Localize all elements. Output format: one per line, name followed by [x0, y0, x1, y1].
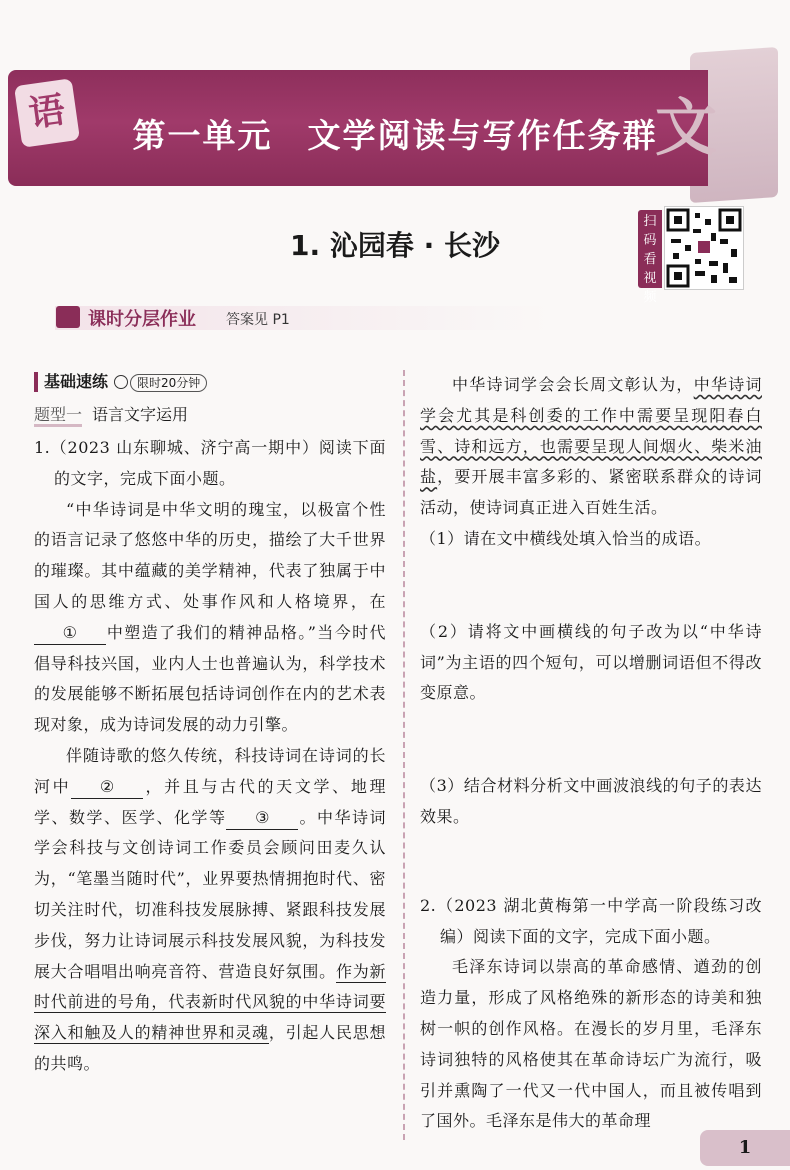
wavy-underlined-sentence: 中华诗词学会尤其是科创委的工作中需要呈现阳春白雪、诗和远方，也需要呈现人间烟火、柴米油盐: [420, 375, 762, 487]
passage-paragraph-2: 伴随诗歌的悠久传统，科技诗词在诗词的长河中 ② ，并且与古代的天文学、地理学、数学、医学、化学等 ③ 。中华诗词学会科技与文创诗词工作委员会顾问田麦久认为，“笔墨当随时代”，业界要热情拥抱时代、密切关注时代，切准科技发展脉搏、紧跟科技发展步伐，努力让诗词展示科技发展风貌，为科技发展大合唱唱出响亮音符、营造良好氛围。作为新时代前进的号角，代表新时代风貌的中华诗词要深入和触及人的精神世界和灵魂，引起人民思想的共鸣。: [34, 745, 386, 1073]
underlined-sentence: 作为新时代前进的号角，代表新时代风貌的中华诗词要深入和触及人的精神世界和灵魂: [34, 961, 386, 1043]
blank-2: ②: [71, 776, 143, 799]
sub-question-2: （2）请将文中画横线的句子改为以“中华诗词”为主语的四个短句，可以增删词语但不得改变原意。: [420, 621, 762, 703]
book-icon: [56, 306, 80, 328]
answer-space-3: [420, 833, 762, 891]
left-column: [34, 433, 386, 1080]
sub-question-3: （3）结合材料分析文中画波浪线的句子的表达效果。: [420, 776, 762, 826]
question-type-name: 语言文字运用: [92, 405, 189, 424]
lesson-title: 1. 沁园春 · 长沙: [289, 229, 500, 262]
question-1-intro: 1.（2023 山东聊城、济宁高一期中）阅读下面的文字，完成下面小题。: [34, 438, 386, 488]
time-limit-badge: 限时20分钟: [130, 374, 207, 392]
right-column: [420, 370, 762, 1137]
badge-wen: 文: [654, 91, 717, 164]
qr-code-icon[interactable]: [664, 206, 744, 290]
question-type: [34, 402, 188, 425]
answer-reference: 答案见 P1: [226, 312, 290, 328]
badge-yu: 语: [14, 78, 80, 147]
page-number: 1: [700, 1130, 790, 1166]
passage-paragraph-4: 毛泽东诗词以崇高的革命感情、遒劲的创造力量，形成了风格绝殊的新形态的诗美和独树一帜的创作风格。在漫长的岁月里，毛泽东诗词独特的风格使其在革命诗坛广为流行，吸引并熏陶了一代又一代中国人，而且被传唱到了国外。毛泽东是伟大的革命理: [420, 957, 762, 1131]
unit-title: 第一单元 文学阅读与写作任务群: [132, 116, 658, 155]
section-heading: [34, 372, 207, 392]
passage-paragraph-1: “中华诗词是中华文明的瑰宝，以极富个性的语言记录了悠悠中华的历史，描绘了大千世界的璀璨。其中蕴藏的美学精神，代表了独属于中国人的思维方式、处事作风和人格境界，在① 中塑造了我们的精神品格。”当今时代倡导科技兴国，业内人士也普遍认为，科学技术的发展能够不断拓展包括诗词创作在内的艺术表现对象，成为诗词发展的动力引擎。: [34, 499, 386, 735]
answer-space-1: [420, 555, 762, 617]
scan-video-label: 扫码看视频: [638, 210, 662, 288]
answer-space-2: [420, 709, 762, 771]
homework-title: 课时分层作业: [88, 309, 196, 330]
question-2-intro: 2.（2023 湖北黄梅第一中学高一阶段练习改编）阅读下面的文字，完成下面小题。: [420, 895, 762, 946]
blank-3: ③: [226, 807, 298, 830]
sub-question-1: （1）请在文中横线处填入恰当的成语。: [420, 528, 712, 548]
column-divider: [403, 370, 405, 1140]
blank-1: ①: [34, 622, 106, 645]
question-type-label: 题型一: [34, 405, 82, 427]
passage-paragraph-3: 中华诗词学会会长周文彰认为，中华诗词学会尤其是科创委的工作中需要呈现阳春白雪、诗和远方，也需要呈现人间烟火、柴米油盐，要开展丰富多彩的、紧密联系群众的诗词活动，使诗词真正进入百姓生活。: [420, 375, 762, 518]
clock-icon: [114, 375, 128, 389]
section-title: 基础速练: [44, 372, 109, 391]
